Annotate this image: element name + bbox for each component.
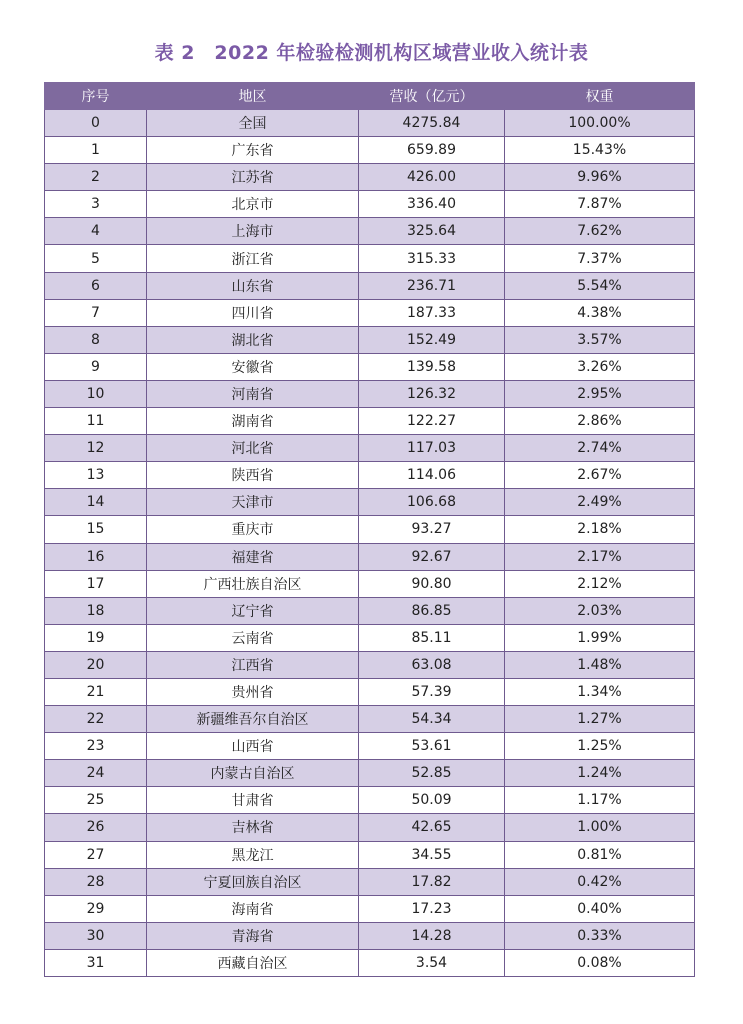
cell-region: 江西省 [147, 651, 359, 678]
cell-region: 湖南省 [147, 408, 359, 435]
cell-region: 河北省 [147, 435, 359, 462]
cell-region: 天津市 [147, 489, 359, 516]
cell-weight: 1.34% [505, 678, 695, 705]
cell-region: 黑龙江 [147, 841, 359, 868]
cell-weight: 5.54% [505, 272, 695, 299]
cell-weight: 3.26% [505, 353, 695, 380]
cell-weight: 1.17% [505, 787, 695, 814]
cell-revenue: 236.71 [359, 272, 505, 299]
cell-region: 海南省 [147, 895, 359, 922]
cell-region: 重庆市 [147, 516, 359, 543]
cell-weight: 2.18% [505, 516, 695, 543]
cell-weight: 1.25% [505, 733, 695, 760]
cell-revenue: 90.80 [359, 570, 505, 597]
table-row [45, 814, 695, 841]
cell-weight: 0.33% [505, 922, 695, 949]
cell-region: 北京市 [147, 191, 359, 218]
cell-revenue: 152.49 [359, 326, 505, 353]
cell-weight: 7.62% [505, 218, 695, 245]
table-row [45, 218, 695, 245]
cell-revenue: 336.40 [359, 191, 505, 218]
cell-weight: 2.03% [505, 597, 695, 624]
table-row [45, 164, 695, 191]
table-row [45, 380, 695, 407]
table-row [45, 326, 695, 353]
cell-revenue: 325.64 [359, 218, 505, 245]
cell-index: 3 [45, 191, 147, 218]
cell-weight: 0.08% [505, 949, 695, 976]
cell-index: 25 [45, 787, 147, 814]
table-row [45, 489, 695, 516]
cell-revenue: 4275.84 [359, 110, 505, 137]
cell-revenue: 86.85 [359, 597, 505, 624]
cell-region: 山西省 [147, 733, 359, 760]
cell-region: 安徽省 [147, 353, 359, 380]
cell-weight: 2.12% [505, 570, 695, 597]
cell-index: 17 [45, 570, 147, 597]
table-row [45, 137, 695, 164]
cell-weight: 1.00% [505, 814, 695, 841]
table-header [45, 83, 695, 110]
cell-revenue: 52.85 [359, 760, 505, 787]
cell-weight: 0.40% [505, 895, 695, 922]
table-row [45, 299, 695, 326]
cell-index: 10 [45, 380, 147, 407]
cell-index: 14 [45, 489, 147, 516]
cell-revenue: 126.32 [359, 380, 505, 407]
cell-region: 辽宁省 [147, 597, 359, 624]
cell-index: 1 [45, 137, 147, 164]
table-row [45, 516, 695, 543]
table-row [45, 597, 695, 624]
cell-weight: 2.17% [505, 543, 695, 570]
table-title: 表 2 2022 年检验检测机构区域营业收入统计表 [154, 42, 589, 64]
cell-revenue: 54.34 [359, 706, 505, 733]
cell-weight: 3.57% [505, 326, 695, 353]
cell-revenue: 122.27 [359, 408, 505, 435]
header-region: 地区 [147, 83, 359, 110]
cell-index: 28 [45, 868, 147, 895]
table-row [45, 895, 695, 922]
cell-index: 18 [45, 597, 147, 624]
cell-index: 12 [45, 435, 147, 462]
cell-index: 20 [45, 651, 147, 678]
table-row [45, 922, 695, 949]
cell-revenue: 14.28 [359, 922, 505, 949]
cell-weight: 2.86% [505, 408, 695, 435]
cell-index: 19 [45, 624, 147, 651]
cell-region: 广东省 [147, 137, 359, 164]
cell-region: 甘肃省 [147, 787, 359, 814]
cell-index: 22 [45, 706, 147, 733]
cell-revenue: 659.89 [359, 137, 505, 164]
cell-weight: 1.27% [505, 706, 695, 733]
cell-revenue: 50.09 [359, 787, 505, 814]
cell-index: 9 [45, 353, 147, 380]
cell-weight: 2.67% [505, 462, 695, 489]
cell-revenue: 106.68 [359, 489, 505, 516]
table-row [45, 353, 695, 380]
header-weight: 权重 [505, 83, 695, 110]
table-row [45, 245, 695, 272]
cell-region: 陕西省 [147, 462, 359, 489]
cell-weight: 2.95% [505, 380, 695, 407]
cell-weight: 1.48% [505, 651, 695, 678]
cell-revenue: 3.54 [359, 949, 505, 976]
table-row [45, 787, 695, 814]
cell-index: 23 [45, 733, 147, 760]
table-row [45, 543, 695, 570]
cell-index: 24 [45, 760, 147, 787]
cell-weight: 7.37% [505, 245, 695, 272]
table-row [45, 435, 695, 462]
cell-revenue: 63.08 [359, 651, 505, 678]
table-row [45, 651, 695, 678]
cell-revenue: 139.58 [359, 353, 505, 380]
cell-index: 31 [45, 949, 147, 976]
cell-index: 27 [45, 841, 147, 868]
cell-revenue: 93.27 [359, 516, 505, 543]
cell-region: 上海市 [147, 218, 359, 245]
cell-revenue: 315.33 [359, 245, 505, 272]
cell-index: 8 [45, 326, 147, 353]
cell-index: 6 [45, 272, 147, 299]
cell-weight: 4.38% [505, 299, 695, 326]
cell-index: 26 [45, 814, 147, 841]
cell-index: 5 [45, 245, 147, 272]
cell-weight: 1.24% [505, 760, 695, 787]
cell-revenue: 117.03 [359, 435, 505, 462]
cell-index: 29 [45, 895, 147, 922]
cell-weight: 100.00% [505, 110, 695, 137]
cell-weight: 2.74% [505, 435, 695, 462]
cell-region: 江苏省 [147, 164, 359, 191]
cell-revenue: 34.55 [359, 841, 505, 868]
cell-region: 西藏自治区 [147, 949, 359, 976]
cell-index: 11 [45, 408, 147, 435]
table-row [45, 760, 695, 787]
cell-region: 山东省 [147, 272, 359, 299]
cell-region: 贵州省 [147, 678, 359, 705]
table-row [45, 678, 695, 705]
cell-revenue: 57.39 [359, 678, 505, 705]
cell-region: 云南省 [147, 624, 359, 651]
cell-revenue: 426.00 [359, 164, 505, 191]
cell-region: 新疆维吾尔自治区 [147, 706, 359, 733]
cell-revenue: 42.65 [359, 814, 505, 841]
revenue-table [44, 82, 695, 977]
table-row [45, 949, 695, 976]
table-row [45, 110, 695, 137]
table-row [45, 868, 695, 895]
table-row [45, 272, 695, 299]
header-index: 序号 [45, 83, 147, 110]
table-row [45, 706, 695, 733]
table-body [45, 110, 695, 977]
cell-region: 四川省 [147, 299, 359, 326]
cell-region: 全国 [147, 110, 359, 137]
cell-index: 16 [45, 543, 147, 570]
cell-index: 4 [45, 218, 147, 245]
cell-revenue: 17.23 [359, 895, 505, 922]
cell-revenue: 114.06 [359, 462, 505, 489]
cell-region: 吉林省 [147, 814, 359, 841]
table-row [45, 733, 695, 760]
cell-revenue: 17.82 [359, 868, 505, 895]
table-row [45, 191, 695, 218]
cell-index: 0 [45, 110, 147, 137]
table-row [45, 570, 695, 597]
cell-weight: 0.42% [505, 868, 695, 895]
cell-index: 13 [45, 462, 147, 489]
cell-revenue: 92.67 [359, 543, 505, 570]
cell-weight: 1.99% [505, 624, 695, 651]
cell-revenue: 53.61 [359, 733, 505, 760]
cell-revenue: 85.11 [359, 624, 505, 651]
table-row [45, 624, 695, 651]
cell-weight: 7.87% [505, 191, 695, 218]
cell-region: 广西壮族自治区 [147, 570, 359, 597]
cell-weight: 0.81% [505, 841, 695, 868]
cell-region: 湖北省 [147, 326, 359, 353]
cell-index: 2 [45, 164, 147, 191]
header-revenue: 营收（亿元） [359, 83, 505, 110]
cell-index: 7 [45, 299, 147, 326]
cell-weight: 9.96% [505, 164, 695, 191]
table-row [45, 408, 695, 435]
cell-index: 30 [45, 922, 147, 949]
table-row [45, 841, 695, 868]
cell-region: 福建省 [147, 543, 359, 570]
cell-region: 河南省 [147, 380, 359, 407]
cell-index: 21 [45, 678, 147, 705]
cell-revenue: 187.33 [359, 299, 505, 326]
cell-region: 宁夏回族自治区 [147, 868, 359, 895]
cell-region: 青海省 [147, 922, 359, 949]
cell-region: 内蒙古自治区 [147, 760, 359, 787]
cell-weight: 2.49% [505, 489, 695, 516]
cell-region: 浙江省 [147, 245, 359, 272]
cell-weight: 15.43% [505, 137, 695, 164]
table-row [45, 462, 695, 489]
cell-index: 15 [45, 516, 147, 543]
